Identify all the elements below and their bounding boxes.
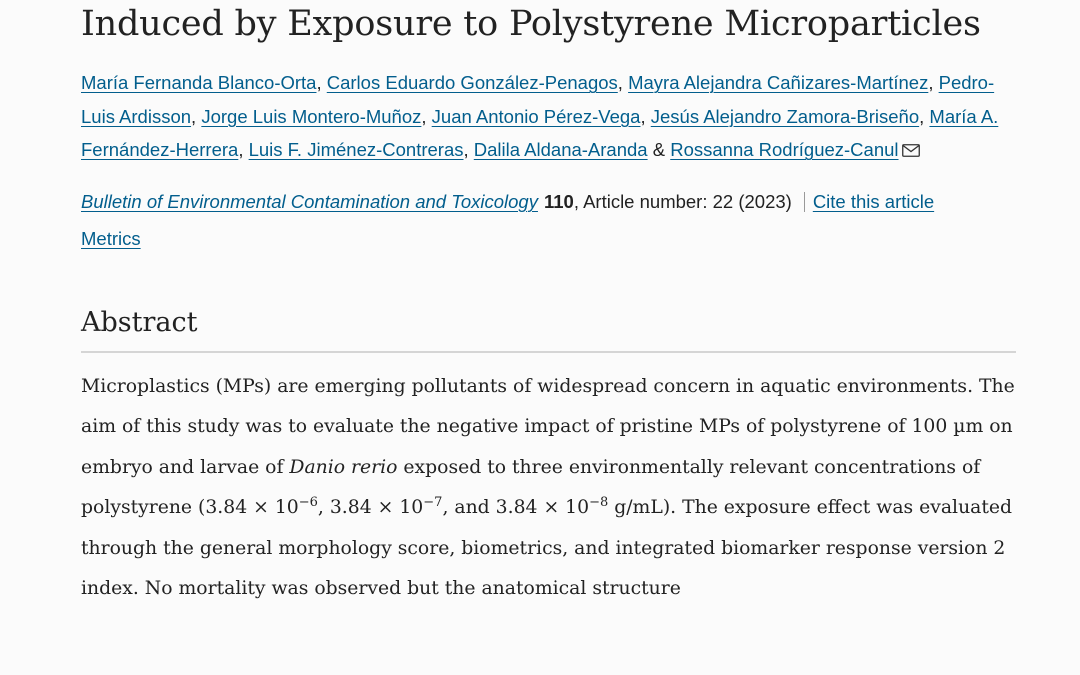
author-link[interactable]: Pedro-Luis Ardisson: [81, 72, 995, 127]
journal-volume: 110: [543, 190, 574, 212]
author-separator: ,: [238, 139, 249, 160]
abstract-text-part: exposed to three environmentally relevant concentrations of polystyrene (3.84 × 10: [81, 456, 981, 518]
exponent: −7: [423, 495, 443, 510]
abstract-text-part: , and 3.84 × 10: [442, 497, 590, 518]
author-link[interactable]: Jesús Alejandro Zamora-Briseño: [650, 105, 920, 127]
author-separator: ,: [617, 72, 629, 93]
article-number: , Article number: 22 (2023): [573, 190, 792, 212]
author-link[interactable]: Juan Antonio Pérez-Vega: [431, 105, 641, 127]
author-separator: ,: [919, 105, 930, 127]
abstract-text-part: g/mL). The exposure effect was evaluated through the general morphology score, biometrics, and integrated biomarker response version 2 index. No mortality was observed but the anatomical structure: [81, 497, 1013, 599]
citation-divider: [804, 192, 805, 212]
author-link[interactable]: Mayra Alejandra Cañizares-Martínez: [628, 72, 929, 93]
author-separator: &: [647, 139, 671, 160]
abstract-heading: Abstract: [81, 305, 1016, 353]
author-list: [81, 66, 1021, 167]
exponent: −6: [298, 495, 318, 510]
author-link[interactable]: Dalila Aldana-Aranda: [473, 139, 648, 160]
author-link[interactable]: Carlos Eduardo González-Penagos: [326, 72, 618, 93]
article-title: Induced by Exposure to Polystyrene Microparticles: [81, 4, 981, 44]
author-separator: ,: [928, 72, 939, 93]
author-link[interactable]: Rossanna Rodríguez-Canul: [670, 139, 899, 160]
species-name: Danio rerio: [289, 456, 398, 478]
citation-line: [81, 187, 1021, 217]
exponent: −8: [589, 495, 609, 510]
metrics-link[interactable]: Metrics: [81, 227, 141, 249]
article-header: [81, 0, 1021, 610]
author-separator: ,: [191, 105, 202, 127]
abstract-text-part: Microplastics (MPs) are emerging pollutants of widespread concern in aquatic environments. The aim of this study was to evaluate the negative impact of pristine MPs of polystyrene of 100 µm on embryo and larvae of: [81, 375, 1015, 478]
author-link[interactable]: Jorge Luis Montero-Muñoz: [201, 105, 422, 127]
author-link[interactable]: María Fernanda Blanco-Orta: [81, 72, 317, 93]
mail-icon[interactable]: [902, 144, 920, 157]
author-separator: ,: [463, 139, 474, 160]
author-separator: ,: [421, 105, 432, 127]
metrics-row: [81, 224, 1021, 254]
abstract-text: [81, 367, 1021, 610]
author-separator: ,: [316, 72, 327, 93]
journal-link[interactable]: Bulletin of Environmental Contamination and Toxicology: [81, 190, 538, 212]
abstract-text-part: , 3.84 × 10: [317, 497, 424, 518]
author-separator: ,: [640, 105, 651, 127]
author-link[interactable]: Luis F. Jiménez-Contreras: [248, 139, 464, 160]
author-link[interactable]: María A. Fernández-Herrera: [81, 105, 999, 160]
cite-this-article-link[interactable]: Cite this article: [812, 190, 935, 212]
